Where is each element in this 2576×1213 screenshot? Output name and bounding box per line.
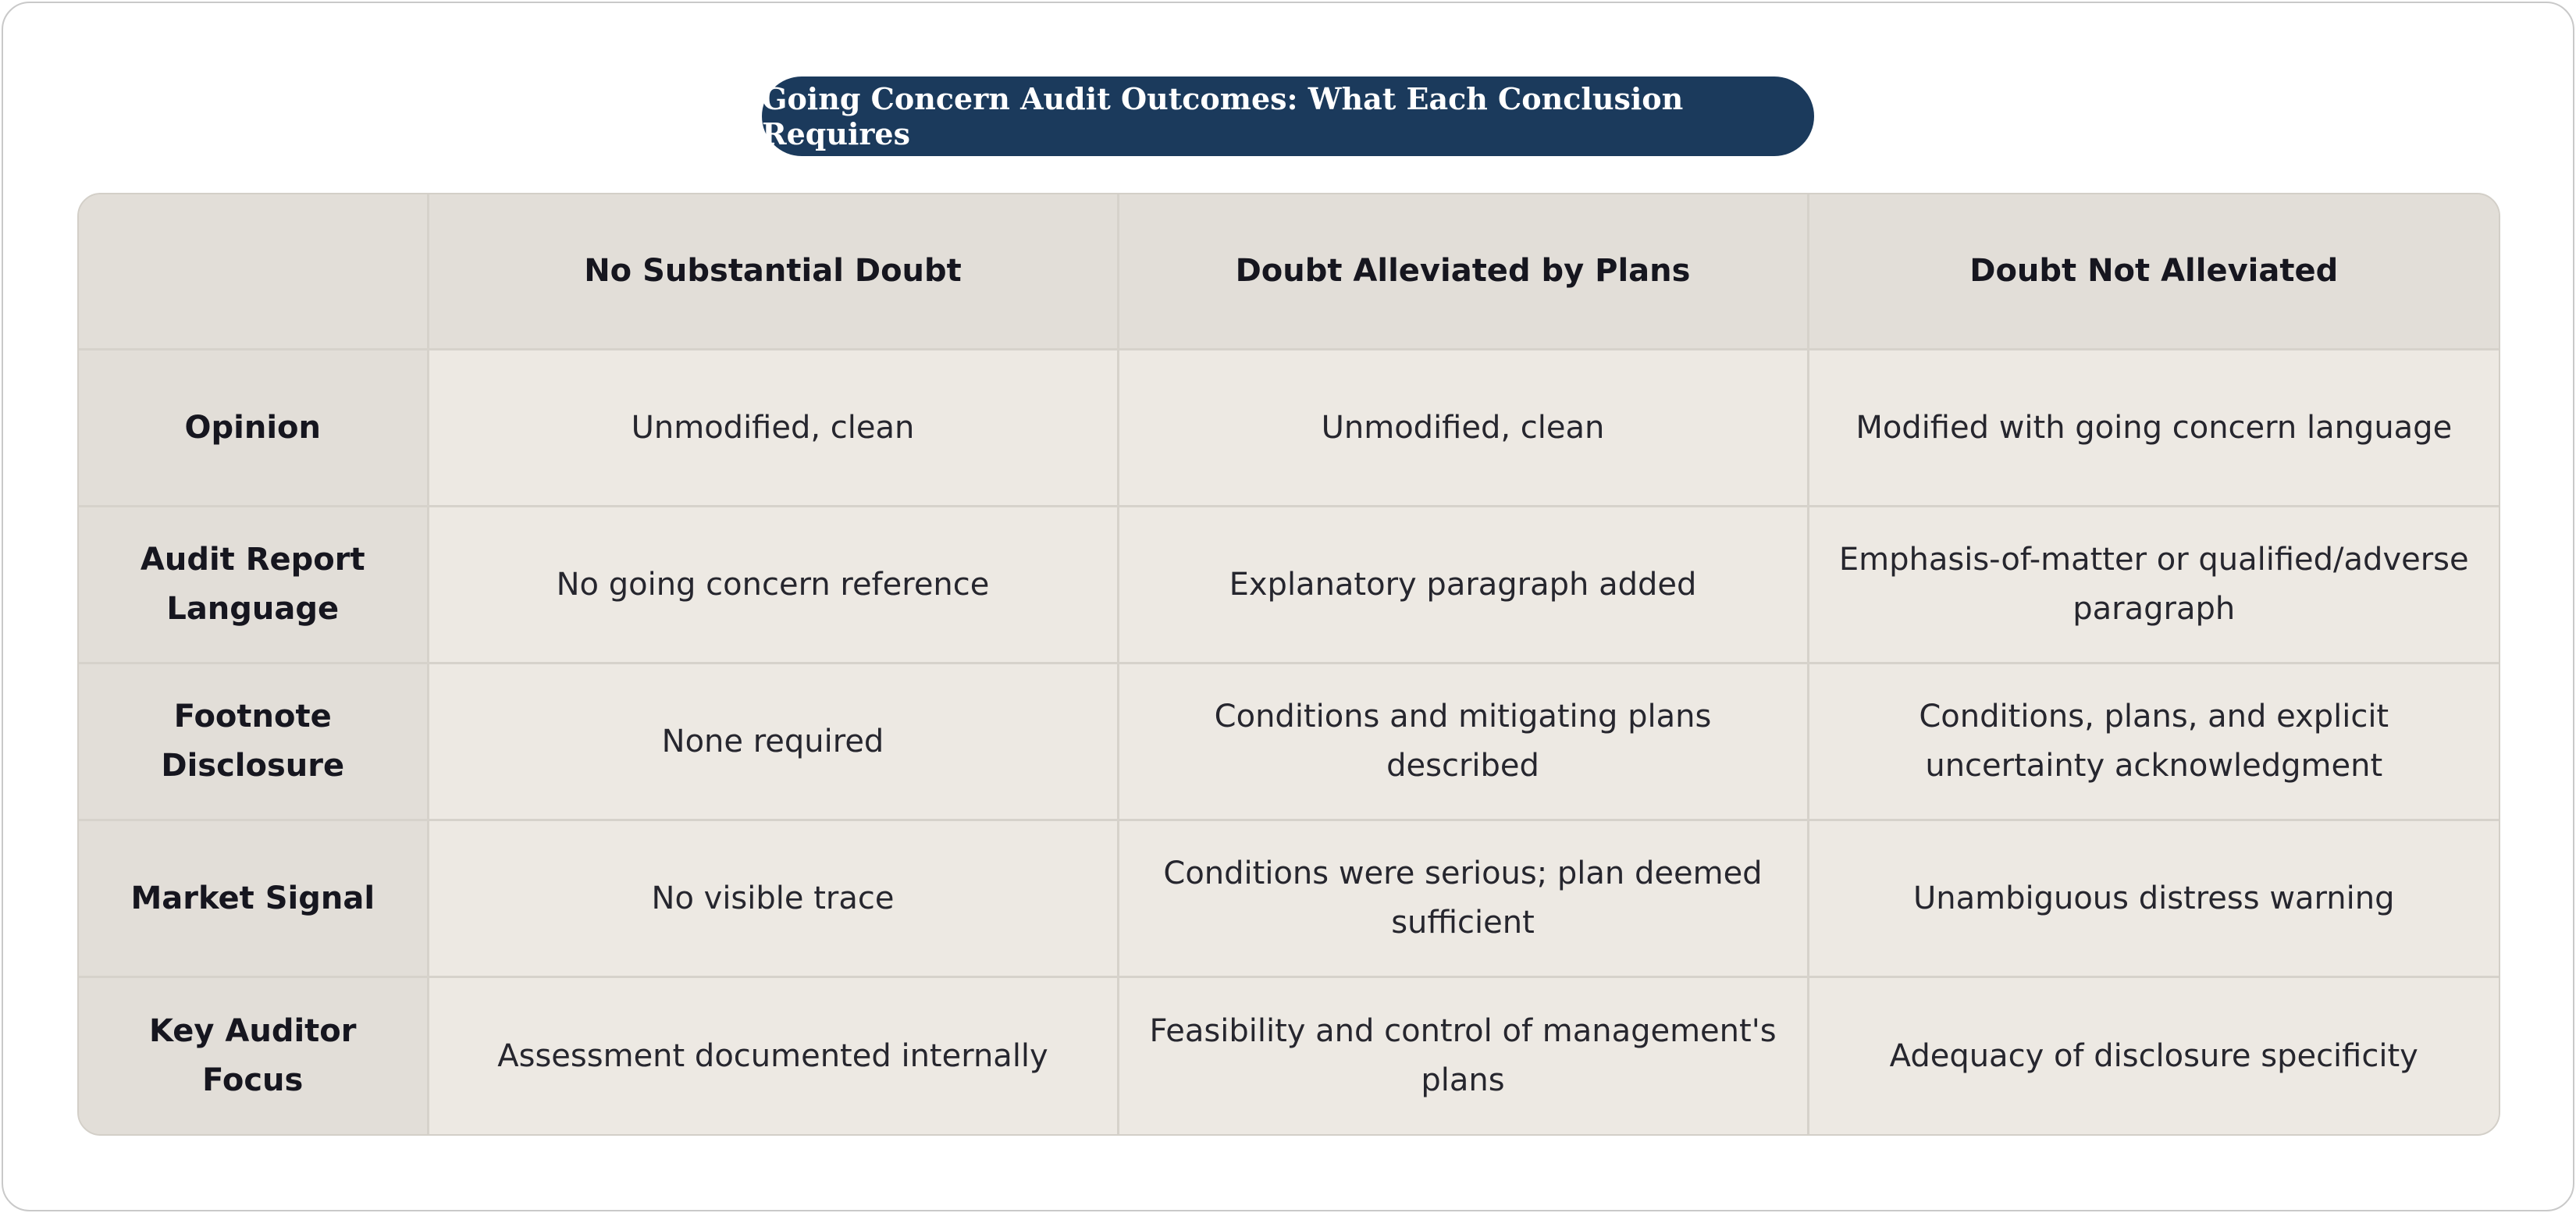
table-row: [79, 663, 2499, 820]
table-cell: No going concern reference: [428, 507, 1118, 663]
table-row: [79, 507, 2499, 663]
table-cell: Unmodified, clean: [428, 350, 1118, 507]
column-header: Doubt Alleviated by Plans: [1118, 194, 1808, 350]
table-cell: Feasibility and control of management's plans: [1118, 977, 1808, 1134]
column-header: No Substantial Doubt: [428, 194, 1118, 350]
table-row: [79, 977, 2499, 1134]
table-cell: Adequacy of disclosure specificity: [1808, 977, 2499, 1134]
row-header: Audit Report Language: [79, 507, 428, 663]
row-header: Footnote Disclosure: [79, 663, 428, 820]
row-header: Market Signal: [79, 820, 428, 977]
table-cell: Unambiguous distress warning: [1808, 820, 2499, 977]
table-cell: Conditions, plans, and explicit uncertainty acknowledgment: [1808, 663, 2499, 820]
table-cell: Explanatory paragraph added: [1118, 507, 1808, 663]
row-header: Opinion: [79, 350, 428, 507]
table-cell: No visible trace: [428, 820, 1118, 977]
table-row: [79, 820, 2499, 977]
table-cell: Emphasis-of-matter or qualified/adverse paragraph: [1808, 507, 2499, 663]
page-title: Going Concern Audit Outcomes: What Each Conclusion Requires: [762, 76, 1814, 156]
table-cell: Assessment documented internally: [428, 977, 1118, 1134]
table-cell: None required: [428, 663, 1118, 820]
row-header: Key Auditor Focus: [79, 977, 428, 1134]
table-cell: Modified with going concern language: [1808, 350, 2499, 507]
outcomes-table: [79, 194, 2499, 1134]
outcomes-table-container: [77, 193, 2500, 1136]
column-header: Doubt Not Alleviated: [1808, 194, 2499, 350]
table-cell: Unmodified, clean: [1118, 350, 1808, 507]
table-cell: Conditions and mitigating plans described: [1118, 663, 1808, 820]
table-cell: Conditions were serious; plan deemed sufficient: [1118, 820, 1808, 977]
corner-header-cell: [79, 194, 428, 350]
table-header-row: [79, 194, 2499, 350]
table-row: [79, 350, 2499, 507]
